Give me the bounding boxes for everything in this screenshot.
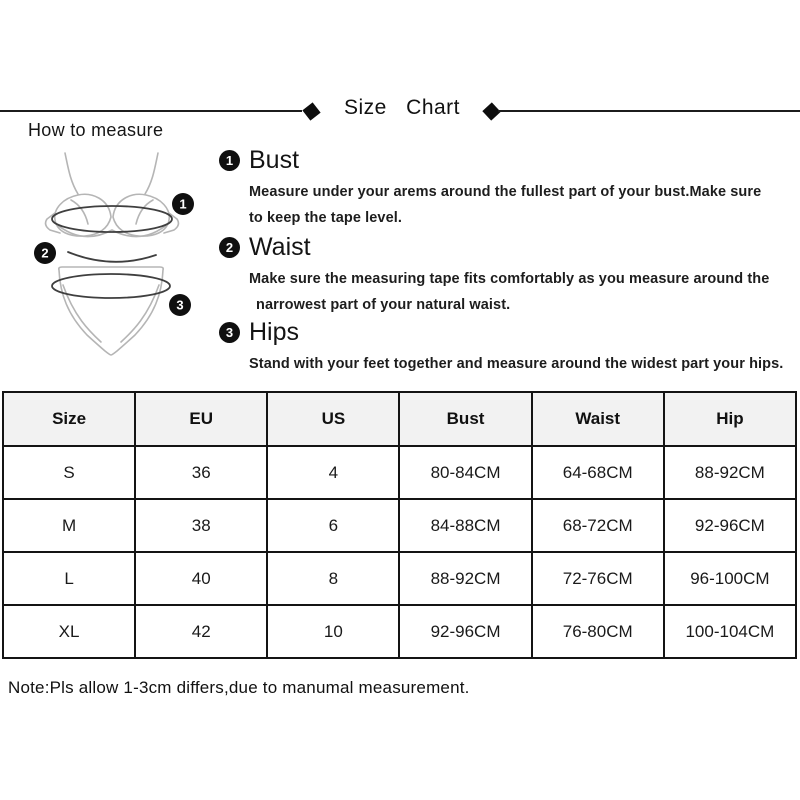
table-cell: 38 [135,499,267,552]
table-cell: XL [3,605,135,658]
table-row-m [3,499,796,552]
instruction-text-line: Measure under your arems around the fullest part of your bust.Make sure [249,184,762,200]
instruction-hips-description [249,351,797,377]
table-cell: 10 [267,605,399,658]
instruction-bust [219,146,797,231]
column-header-eu: EU [135,392,267,446]
table-cell: 4 [267,446,399,499]
table-row-s [3,446,796,499]
step-1-badge: 1 [219,150,240,171]
instruction-hips-label: Hips [249,318,300,346]
step-2-badge: 2 [219,237,240,258]
marker-3-number: 3 [176,297,184,313]
column-header-size: Size [3,392,135,446]
diagram-marker-2 [34,242,56,264]
header-row [3,392,796,446]
size-table-header [3,392,796,446]
hip-tape-line [52,274,170,298]
table-cell: 88-92CM [399,552,531,605]
table-cell: 100-104CM [664,605,796,658]
table-cell: 92-96CM [664,499,796,552]
instruction-text-line: narrowest part of your natural waist. [256,297,511,313]
instruction-text-line: Stand with your feet together and measure around the widest part your hips. [249,356,784,372]
table-cell: 42 [135,605,267,658]
table-cell: S [3,446,135,499]
instruction-bust-label: Bust [249,146,300,174]
marker-2-number: 2 [41,245,49,261]
bust-tape-line [52,206,172,232]
table-cell: 76-80CM [532,605,664,658]
table-row-xl [3,605,796,658]
title-rule-left [0,110,302,112]
instruction-text-line: Make sure the measuring tape fits comfortably as you measure around the [249,271,770,287]
instruction-waist-description [249,266,797,318]
bikini-top-outline [46,153,179,237]
size-table [2,391,797,659]
column-header-us: US [267,392,399,446]
bikini-measure-diagram [22,145,202,365]
title-rule-right [498,110,800,112]
page-title: Size Chart [343,96,461,119]
instruction-waist-label: Waist [249,233,311,261]
instruction-waist [219,233,797,318]
table-cell: 40 [135,552,267,605]
marker-1-number: 1 [179,196,187,212]
bikini-bottom-outline [59,267,163,355]
table-cell: 72-76CM [532,552,664,605]
table-cell: 8 [267,552,399,605]
table-cell: 64-68CM [532,446,664,499]
table-cell: 88-92CM [664,446,796,499]
waist-tape-line [68,252,156,262]
instruction-bust-description [249,179,797,231]
column-header-waist: Waist [532,392,664,446]
table-cell: 36 [135,446,267,499]
table-cell: L [3,552,135,605]
table-cell: 96-100CM [664,552,796,605]
table-cell: 80-84CM [399,446,531,499]
column-header-hip: Hip [664,392,796,446]
instruction-hips [219,318,797,377]
table-row-l [3,552,796,605]
instruction-text-line: to keep the tape level. [249,210,402,226]
table-cell: M [3,499,135,552]
diagram-marker-1 [172,193,194,215]
size-table-body [3,446,796,658]
column-header-bust: Bust [399,392,531,446]
note-text: Note:Pls allow 1-3cm differs,due to manumal measurement. [8,678,470,697]
step-3-badge: 3 [219,322,240,343]
table-cell: 84-88CM [399,499,531,552]
diagram-marker-3 [169,294,191,316]
table-cell: 68-72CM [532,499,664,552]
how-to-measure-heading: How to measure [28,120,164,140]
table-cell: 6 [267,499,399,552]
table-cell: 92-96CM [399,605,531,658]
